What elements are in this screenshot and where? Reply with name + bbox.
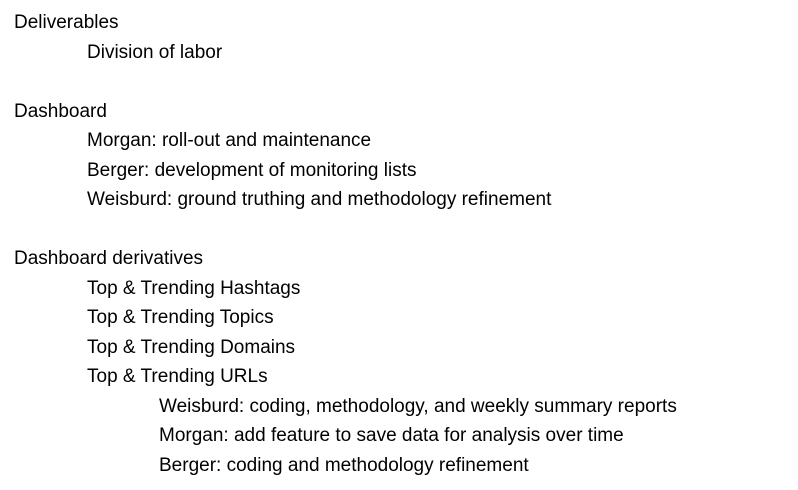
sub-list-item: Morgan: add feature to save data for analysis over time bbox=[159, 425, 624, 446]
list-item: Division of labor bbox=[87, 41, 223, 63]
list-item: Top & Trending Domains bbox=[87, 336, 296, 358]
list-item: Top & Trending URLs bbox=[87, 366, 268, 387]
section-heading-dashboard-derivatives: Dashboard derivatives bbox=[14, 248, 204, 269]
sub-list-item: Weisburd: coding, methodology, and weekly summary reports bbox=[159, 395, 677, 417]
list-item: Berger: development of monitoring lists bbox=[87, 159, 417, 181]
list-item: Weisburd: ground truthing and methodology refinement bbox=[87, 189, 552, 210]
list-item: Morgan: roll-out and maintenance bbox=[87, 130, 372, 151]
section-heading-deliverables: Deliverables bbox=[14, 12, 119, 33]
list-item: Top & Trending Topics bbox=[87, 307, 274, 328]
document-body bbox=[0, 8, 798, 480]
sub-list-item: Berger: coding and methodology refinement bbox=[159, 454, 529, 476]
section-heading-dashboard: Dashboard bbox=[14, 100, 107, 122]
spacer bbox=[0, 67, 798, 97]
list-item: Top & Trending Hashtags bbox=[87, 277, 301, 299]
spacer bbox=[0, 215, 798, 245]
